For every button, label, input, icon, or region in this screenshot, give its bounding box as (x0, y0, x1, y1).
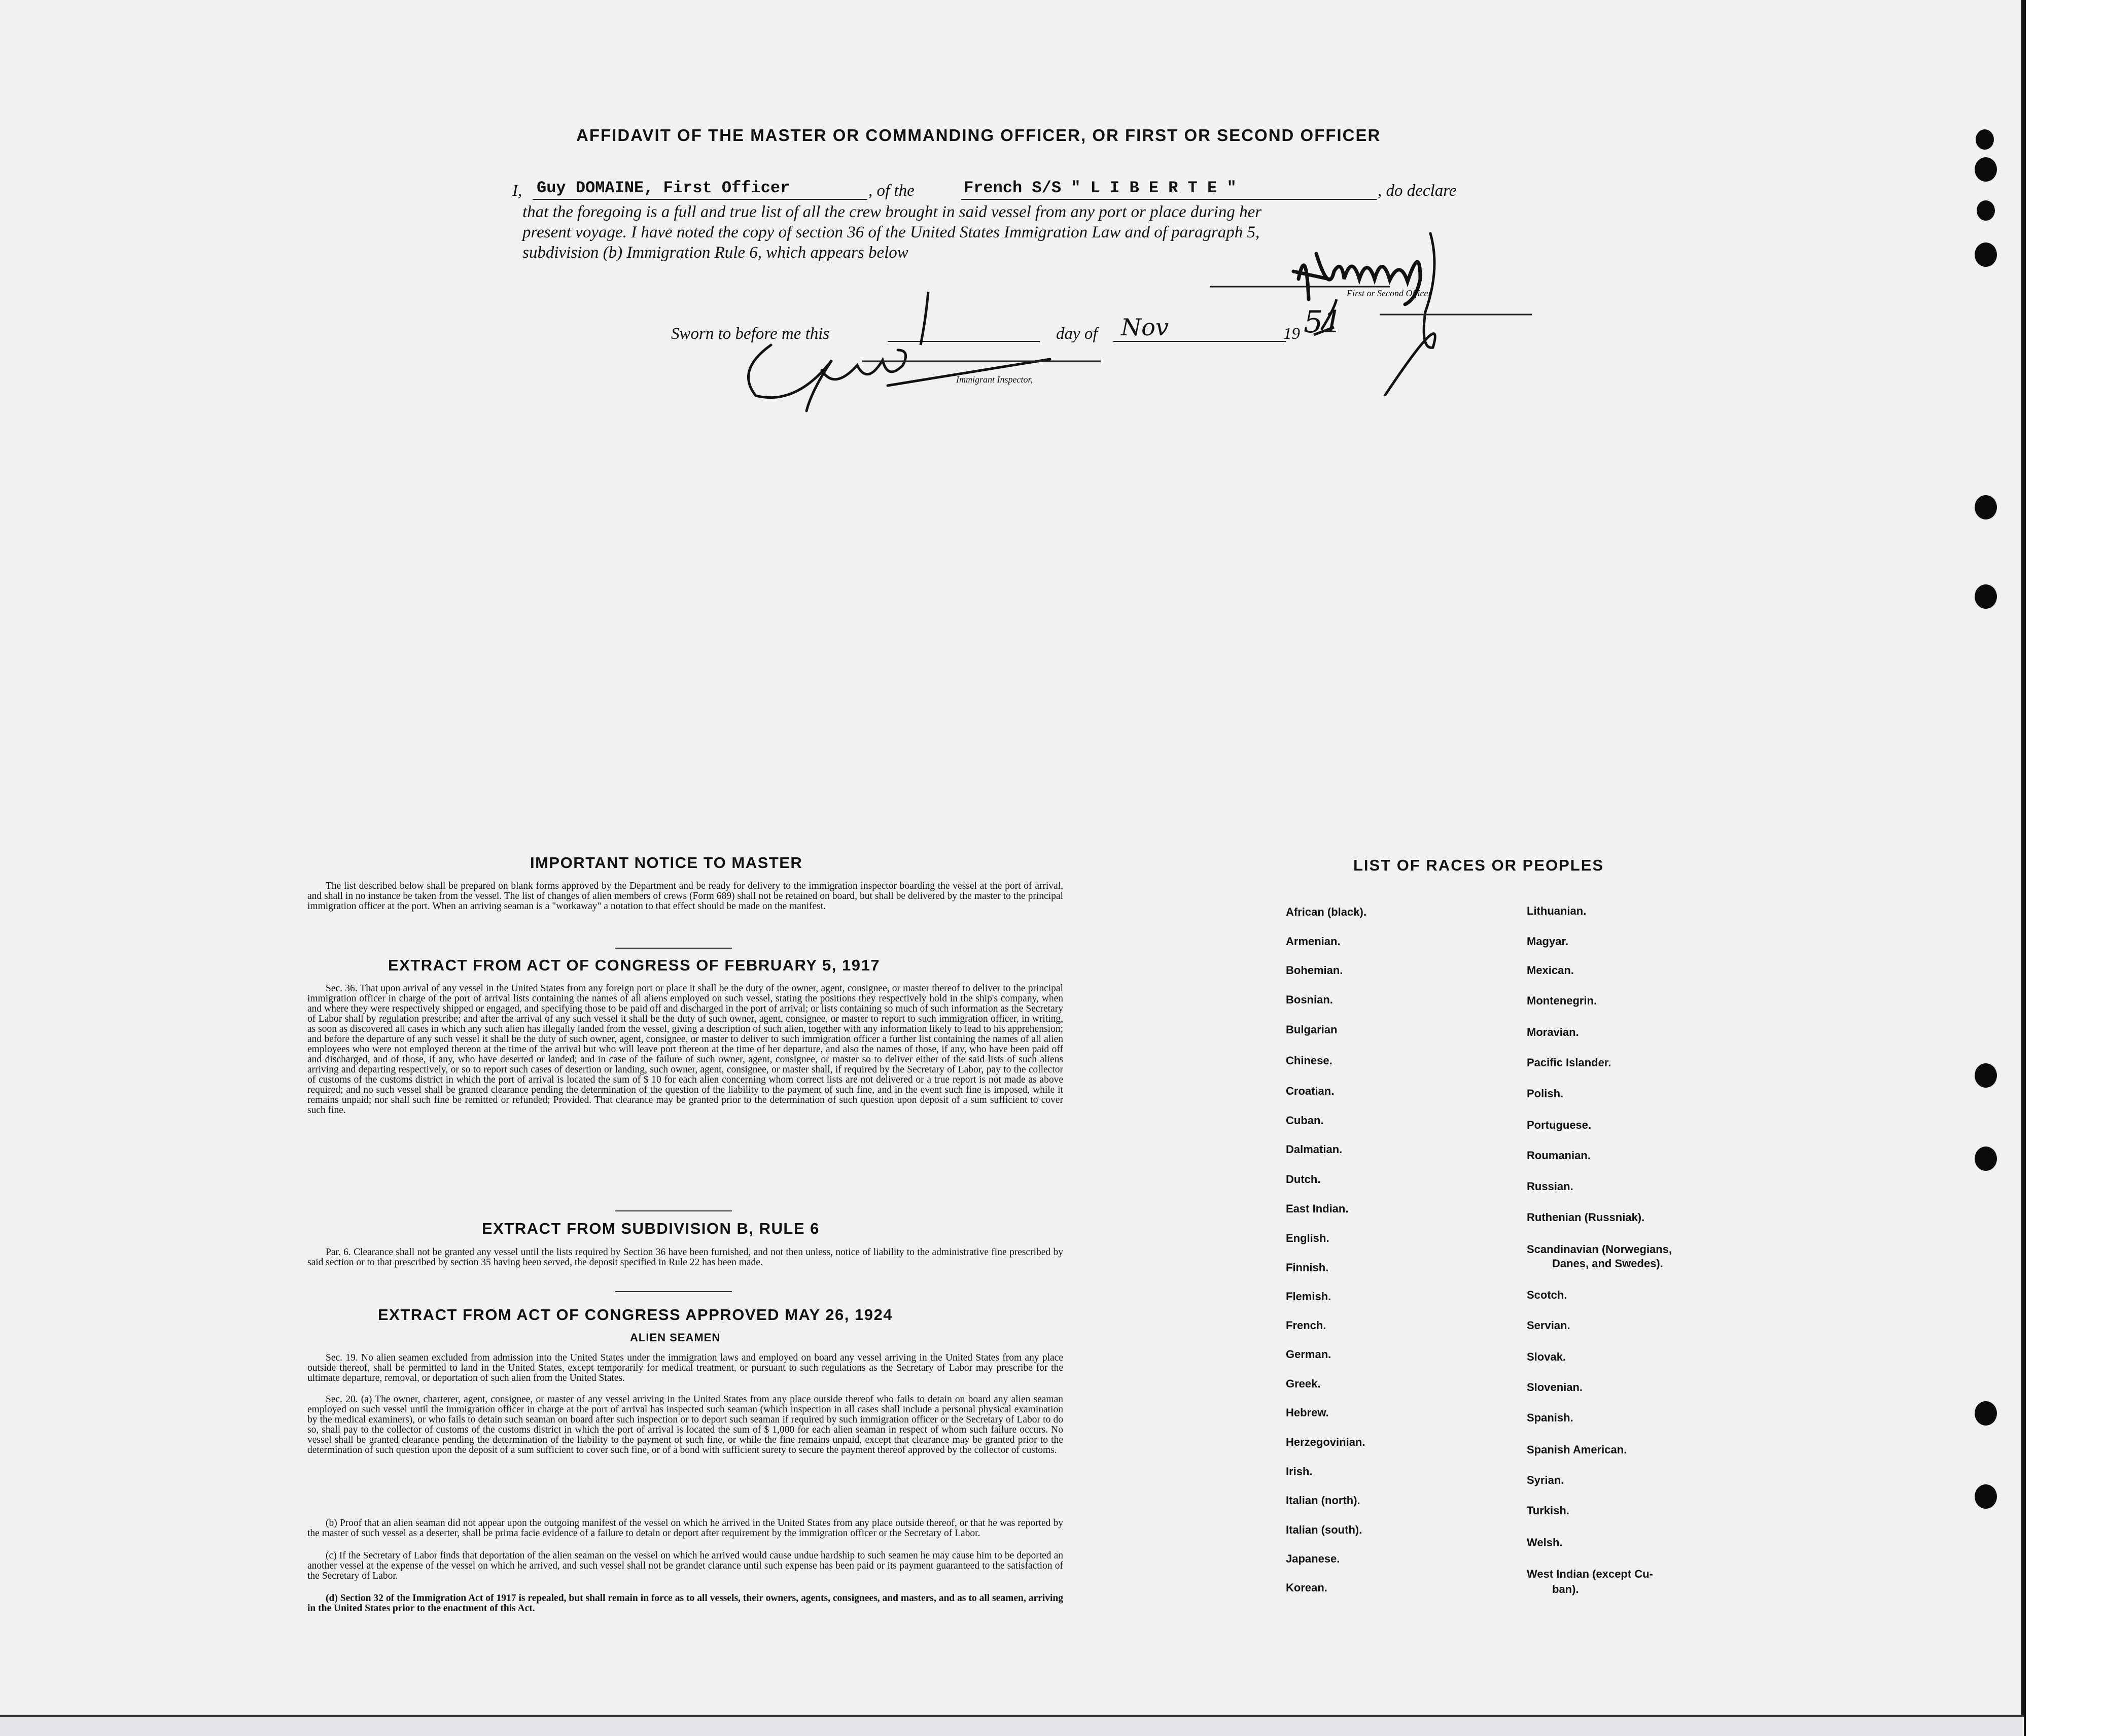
race-item: Bosnian. (1286, 993, 1333, 1006)
punch-hole-icon (1976, 129, 1994, 150)
affidavit-line-4: subdivision (b) Immigration Rule 6, which appears below (522, 244, 908, 262)
extract-1917-body: Sec. 36. That upon arrival of any vessel in the United States from any foreign port or place it shall be the duty of the owner, agent, consignee, or master thereof to deliver to the principal immigration officer in charge of the port of arrival lists containing the names of all aliens employed on such vessel, stating the positions they respectively hold in the ship's company, when and where they were respectively shipped or engaged, and specifying those to be paid off and discharged in the port of arrival; or lists containing so much of such information as the Secretary of Labor shall by regulation prescribe; and after the arrival of any such vessel it shall be the duty of such owner, agent, consignee, or master to report to such immigration officer, in writing, as soon as discovered all cases in which any such alien has illegally landed from the vessel, giving a description of such alien, together with any information likely to lead to his apprehension; and before the departure of any such vessel it shall be the duty of such owner, agent, consignee, or master to deliver to such immigration officer a further list containing the names of all alien employees who were not employed thereon at the time of the arrival but who will leave port thereon at the time of her departure, and also the names of those, if any, who have been paid off and discharged, and of those, if any, who have deserted or landed; and in case of the failure of such owner, agent, consignee, or master so to deliver either of the said lists of such aliens arriving and departing respectively, or so to report such cases of desertion or landing, such owner, agent, consignee, or master shall, if required by the Secretary of Labor, pay to the collector of customs of the customs district in which the port of arrival is located the sum of $ 10 for each alien concerning whom correct lists are not delivered or a true report is not made as above required; and no such vessel shall be granted clearance pending the determination of the question of the liability to the payment of such fine, and in the event such fine is imposed, while it remains unpaid; nor shall such fine be remitted or refunded; Provided. That clearance may be granted prior to the determination of such question upon deposit of a sum sufficient to cover such fine. (307, 983, 1063, 1116)
race-item: Slovak. (1527, 1350, 1566, 1363)
sworn-text: Sworn to before me this (671, 325, 830, 343)
race-item: ban). (1552, 1583, 1579, 1595)
race-item: Danes, and Swedes). (1552, 1257, 1663, 1270)
punch-hole-icon (1975, 1147, 1997, 1171)
vessel-name-typed: French S/S " L I B E R T E " (964, 179, 1237, 197)
race-item: Korean. (1286, 1581, 1327, 1594)
sec20a-body: Sec. 20. (a) The owner, charterer, agent, consignee, or master of any vessel arriving in the United States from any place outside thereof who fails to detain on board any alien seaman employed on such vessel until the immigration officer in charge at the port of arrival has inspected such seaman (which inspection in all cases shall include a personal physical examination by the medical examiners), or who fails to detain such seaman on board after such inspection or to deport such seaman if required by such immigration officer or the Secretary of Labor to do so, shall pay to the collector of customs of the customs district in which the port of arrival is located the sum of $ 1,000 for each alien seaman in respect of whom such failure occurs. No vessel shall be granted clearance pending the determination of the liability to the payment of such fine, or while the fine remains unpaid, except that clearance may be granted prior to the determination of such question upon the deposit of a sum sufficient to cover such fine, or of a bond with sufficient surety to secure the payment thereof approved by the collector of customs. (307, 1394, 1063, 1455)
officer-name-typed: Guy DOMAINE, First Officer (537, 179, 790, 197)
race-item: Syrian. (1527, 1474, 1564, 1486)
alien-seamen-subtitle: ALIEN SEAMEN (630, 1331, 721, 1344)
race-item: Japanese. (1286, 1552, 1340, 1565)
race-item: Lithuanian. (1527, 905, 1587, 917)
race-item: Moravian. (1527, 1026, 1579, 1038)
race-item: Flemish. (1286, 1290, 1331, 1303)
extract-rule6-body: Par. 6. Clearance shall not be granted any vessel until the lists required by Section 36 have been furnished, and not then unless, notice of liability to the administrative fine prescribed by said section or to that prescribed by section 35 having been served, the deposit specified in Rule 22 has been made. (307, 1247, 1063, 1268)
race-item: Slovenian. (1527, 1381, 1583, 1394)
sworn-year-prefix: 19 (1283, 325, 1300, 343)
race-item: West Indian (except Cu- (1527, 1568, 1653, 1580)
sworn-day-of: day of (1056, 325, 1098, 343)
affidavit-title: AFFIDAVIT OF THE MASTER OR COMMANDING OFFICER, OR FIRST OR SECOND OFFICER (576, 126, 1381, 145)
race-item: French. (1286, 1319, 1326, 1332)
page-bottom-edge (0, 1715, 2024, 1717)
race-item: Chinese. (1286, 1054, 1332, 1067)
sworn-year-handwritten: 51 (1304, 304, 1343, 340)
race-item: Ruthenian (Russniak). (1527, 1211, 1645, 1224)
race-item: Russian. (1527, 1180, 1573, 1193)
race-item: Scandinavian (Norwegians, (1527, 1243, 1672, 1256)
race-item: Magyar. (1527, 935, 1568, 948)
race-item: Dalmatian. (1286, 1143, 1343, 1156)
extract-rule6-title: EXTRACT FROM SUBDIVISION B, RULE 6 (482, 1220, 820, 1237)
race-item: Bohemian. (1286, 964, 1343, 977)
race-item: Dutch. (1286, 1173, 1321, 1186)
vessel-underline (961, 199, 1377, 200)
punch-hole-icon (1975, 1484, 1997, 1509)
sworn-month-handwritten: Nov (1121, 314, 1169, 341)
inspector-signature (735, 330, 1101, 421)
race-item: German. (1286, 1348, 1331, 1361)
race-item: Scotch. (1527, 1289, 1567, 1301)
punch-hole-icon (1975, 495, 1997, 519)
race-item: Cuban. (1286, 1114, 1324, 1127)
name-underline (533, 199, 867, 200)
scan-border-right (2021, 0, 2026, 1736)
race-item: Pacific Islander. (1527, 1056, 1611, 1069)
race-item: Herzegovinian. (1286, 1436, 1365, 1448)
race-item: Armenian. (1286, 935, 1341, 948)
race-item: English. (1286, 1232, 1329, 1244)
punch-hole-icon (1975, 1401, 1997, 1426)
affidavit-line-3: present voyage. I have noted the copy of section 36 of the United States Immigration Law and of paragraph 5, (522, 223, 1260, 241)
race-item: Montenegrin. (1527, 994, 1597, 1007)
race-item: Hebrew. (1286, 1406, 1329, 1419)
affidavit-declare: , do declare (1378, 182, 1457, 200)
races-title: LIST OF RACES OR PEOPLES (1353, 856, 1604, 874)
race-item: Turkish. (1527, 1504, 1569, 1517)
notice-title: IMPORTANT NOTICE TO MASTER (530, 854, 803, 872)
race-item: Italian (south). (1286, 1523, 1362, 1536)
punch-hole-icon (1975, 242, 1997, 267)
race-item: Greek. (1286, 1377, 1321, 1390)
race-item: Welsh. (1527, 1536, 1563, 1549)
sec20d-body: (d) Section 32 of the Immigration Act of 1917 is repealed, but shall remain in force as to all vessels, their owners, agents, consignees, and masters, and as to all seamen, arriving in the United States prior to the enactment of this Act. (307, 1593, 1063, 1614)
affidavit-line-2: that the foregoing is a full and true list of all the crew brought in said vessel from any port or place during her (522, 203, 1262, 221)
race-item: Croatian. (1286, 1085, 1335, 1097)
officer-signature (1207, 223, 1532, 396)
notice-body: The list described below shall be prepared on blank forms approved by the Department and be ready for delivery to the immigration inspector boarding the vessel at the port of arrival, and shall in no instance be taken from the vessel. The list of changes of alien members of crews (Form 689) shall not be retained on board, but shall be delivered by the master to the principal immigration officer at the port. When an arriving seaman is a "workaway" a notation to that effect should be made on the manifest. (307, 881, 1063, 912)
race-item: Spanish. (1527, 1411, 1573, 1424)
race-item: Irish. (1286, 1465, 1313, 1478)
race-item: Bulgarian (1286, 1023, 1338, 1036)
race-item: Servian. (1527, 1319, 1570, 1332)
race-item: Spanish American. (1527, 1443, 1627, 1456)
race-item: Polish. (1527, 1087, 1564, 1100)
separator (615, 1291, 732, 1292)
race-item: Italian (north). (1286, 1494, 1360, 1507)
scan-border-bottom (0, 1715, 2024, 1736)
race-item: Roumanian. (1527, 1149, 1591, 1162)
punch-hole-icon (1975, 584, 1997, 609)
sec19-body: Sec. 19. No alien seamen excluded from admission into the United States under the immigration laws and employed on board any vessel arriving in the United States from any place outside thereof, shall be permitted to land in the United States, except temporarily for medical treatment, or pursuant to such regulations as the Secretary of Labor may prescribe for the ultimate departure, removal, or deportation of such alien from the United States. (307, 1352, 1063, 1383)
punch-hole-icon (1975, 1063, 1997, 1088)
extract-1917-title: EXTRACT FROM ACT OF CONGRESS OF FEBRUARY 5, 1917 (388, 956, 880, 974)
inspector-label: Immigrant Inspector, (956, 374, 1033, 385)
affidavit-of-the: , of the (868, 182, 915, 200)
sec20c-body: (c) If the Secretary of Labor finds that deportation of the alien seaman on the vessel on which he arrived would cause undue hardship to such seamen he may cause him to be deported an another vessel at the expense of the vessel on which he arrived, and such vessel shall not be grandet clarance until such expense has been paid or its payment guaranteed to the satisfaction of the Secretary of Labor. (307, 1550, 1063, 1581)
affidavit-pronoun: I, (512, 182, 522, 200)
sworn-month-line (1113, 341, 1286, 342)
race-item: Portuguese. (1527, 1119, 1592, 1131)
race-item: East Indian. (1286, 1202, 1349, 1215)
punch-hole-icon (1977, 200, 1995, 221)
race-item: Finnish. (1286, 1261, 1329, 1274)
race-item: African (black). (1286, 906, 1366, 918)
extract-1924-title: EXTRACT FROM ACT OF CONGRESS APPROVED MAY 26, 1924 (378, 1306, 893, 1324)
race-item: Mexican. (1527, 964, 1574, 977)
officer-label: First or Second Officer (1347, 288, 1432, 298)
separator (615, 1210, 732, 1211)
punch-hole-icon (1975, 157, 1997, 182)
sec20b-body: (b) Proof that an alien seaman did not appear upon the outgoing manifest of the vessel on which he arrived in the United States from any place outside thereof, or that he was reported by the master of such vessel as a deserter, shall be prima facie evidence of a failure to detain or deport after requirement by the immigration officer or the Secretary of Labor. (307, 1518, 1063, 1539)
separator (615, 948, 732, 949)
